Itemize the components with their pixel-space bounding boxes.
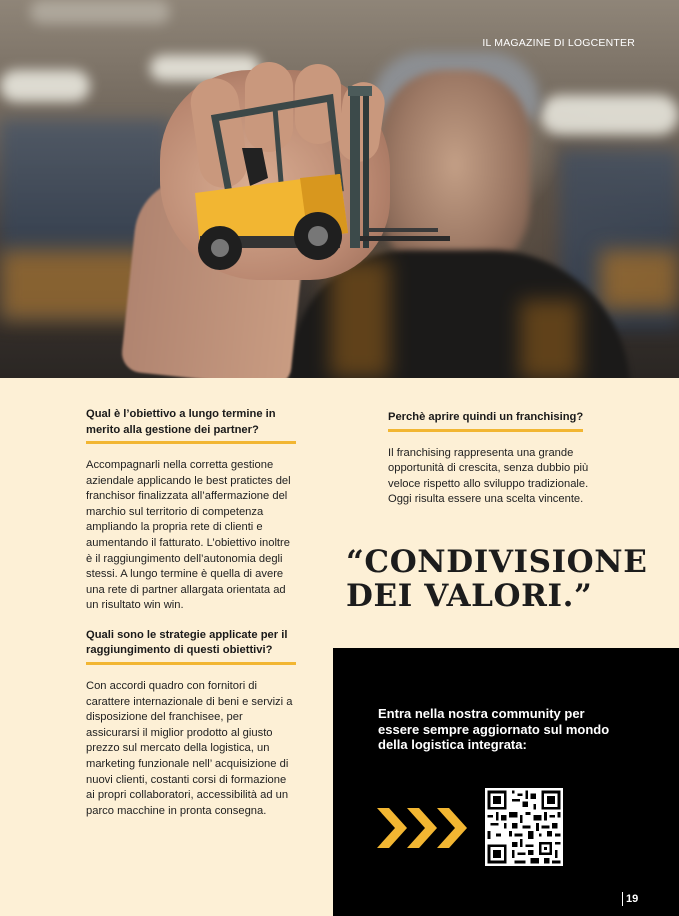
cta-text: Entra nella nostra community per essere sempre aggiornato sul mondo della logistica integrata:: [378, 706, 610, 752]
question-heading-strategies: Quali sono le strategie applicate per il raggiungimento di questi obiettivi?: [86, 628, 296, 665]
pull-quote: “CONDIVISIONE DEI VALORI.”: [346, 544, 648, 614]
right-column: [388, 407, 608, 508]
forklift-toy-image: [190, 78, 460, 278]
magazine-header: IL MAGAZINE DI LOGCENTER: [482, 37, 635, 49]
answer-long-term: Accompagnarli nella corretta gestione aziendale applicando le best pratictes del franchisor finalizzata all’affermazione del marchio sul territorio di competenza ampliando la propria rete di clienti e aumentando il fatturato. L’obiettivo inoltre è il raggiungimento dell’autonomia degli stessi. A lungo termine è quella di avere una rete di partner allargata orientata ad un risultato win win.: [86, 459, 291, 612]
qr-code-icon[interactable]: [485, 788, 563, 866]
page-number: 19: [622, 892, 638, 906]
community-cta-box: [333, 648, 679, 916]
chevrons-right-icon: [377, 804, 469, 852]
hero-photo: [0, 0, 679, 378]
question-heading-long-term: Qual è l’obiettivo a lungo termine in merito alla gestione dei partner?: [86, 407, 296, 444]
question-heading-franchising: Perchè aprire quindi un franchising?: [388, 410, 583, 432]
left-column: [86, 407, 296, 819]
answer-strategies: Con accordi quadro con fornitori di carattere internazionale di beni e servizi a disposizione del franchisee, per assicurarsi il miglior prodotto al giusto prezzo sul mercato della logistica, un marketing funzionale nell’ acquisizione di nuovi clienti, costanti corsi di formazione ai propri collaboratori, accessibilità ad un parco macchine in pronta consegna.: [86, 679, 293, 817]
answer-franchising: Il franchising rappresenta una grande opportunità di crescita, senza dubbio più veloce rispetto allo sviluppo tradizionale. Oggi risulta essere una scelta vincente.: [388, 446, 589, 506]
